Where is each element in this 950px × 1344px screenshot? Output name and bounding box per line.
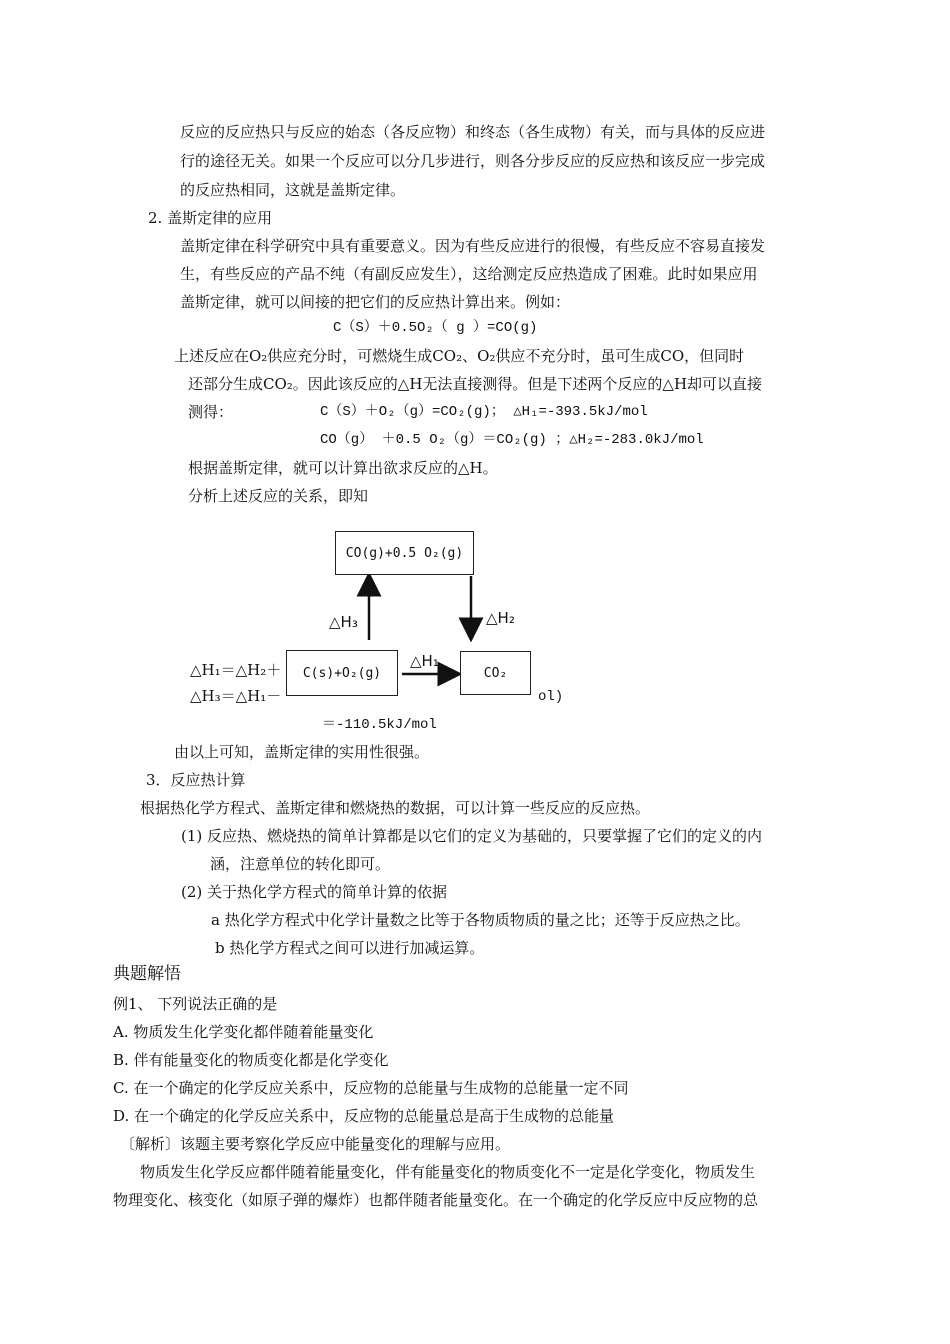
item-1-line: 涵，注意单位的转化即可。 <box>210 855 391 873</box>
paragraph-line: 根据热化学方程式、盖斯定律和燃烧热的数据，可以计算一些反应的反应热。 <box>140 799 651 817</box>
calc-line-2: △H₃＝△H₁－ <box>190 687 282 705</box>
analysis-line: 物理变化、核变化（如原子弹的爆炸）也都伴随者能量变化。在一个确定的化学反应中反应物的总 <box>113 1191 759 1209</box>
paragraph-line: 盖斯定律在科学研究中具有重要意义。因为有些反应进行的很慢，有些反应不容易直接发 <box>180 237 766 255</box>
option-c: C. 在一个确定的化学反应关系中，反应物的总能量与生成物的总能量一定不同 <box>113 1079 629 1097</box>
paragraph-line: 的反应热相同，这就是盖斯定律。 <box>180 181 406 199</box>
label-dh2: △H₂ <box>486 609 515 627</box>
item-2-a: a 热化学方程式中化学计量数之比等于各物质物质的量之比；还等于反应热之比。 <box>211 911 750 929</box>
option-a: A. 物质发生化学变化都伴随着能量变化 <box>113 1023 374 1041</box>
label-dh1: △H₁ <box>410 652 439 670</box>
section-heading: 典题解悟 <box>113 964 181 984</box>
analysis-line: 物质发生化学反应都伴随着能量变化，伴有能量变化的物质变化不一定是化学变化，物质发生 <box>140 1163 756 1181</box>
paragraph-line: 生，有些反应的产品不纯（有副反应发生），这给测定反应热造成了困难。此时如果应用 <box>180 265 758 283</box>
paragraph-line: 根据盖斯定律，就可以计算出欲求反应的△H。 <box>188 459 498 477</box>
paragraph-line: 分析上述反应的关系，即知 <box>188 487 369 505</box>
paragraph-line: 上述反应在O₂供应充分时，可燃烧生成CO₂、O₂供应不充分时，虽可生成CO，但同时 <box>174 347 745 365</box>
paragraph-line: 还部分生成CO₂。因此该反应的△H无法直接测得。但是下述两个反应的△H却可以直接 <box>188 375 763 393</box>
paragraph-line: 行的途径无关。如果一个反应可以分几步进行，则各分步反应的反应热和该反应一步完成 <box>180 152 766 170</box>
box-c-plus-o2: C(s)+O₂(g) <box>286 650 398 696</box>
option-b: B. 伴有能量变化的物质变化都是化学变化 <box>113 1051 389 1069</box>
equation-2: CO（g） ＋0.5 O₂（g）＝CO₂(g) ；△H₂=-283.0kJ/mol <box>320 432 704 448</box>
calc-tail: ol) <box>538 689 564 705</box>
item-2-b: b 热化学方程式之间可以进行加减运算。 <box>215 939 485 957</box>
equation-main: C（S）＋0.5O₂（ g ）=CO(g) <box>333 320 538 336</box>
item-2: (2) 关于热化学方程式的简单计算的依据 <box>181 883 448 901</box>
section-2-title: 2. 盖斯定律的应用 <box>148 209 273 227</box>
box-co-plus-o2: CO(g)+0.5 O₂(g) <box>335 531 474 575</box>
label-dh3: △H₃ <box>329 613 358 631</box>
box-co2: CO₂ <box>460 651 531 695</box>
conclusion: 由以上可知，盖斯定律的实用性很强。 <box>174 743 430 761</box>
measured-label: 测得： <box>188 403 234 421</box>
section-3-title: 3．反应热计算 <box>146 771 246 789</box>
paragraph-line: 盖斯定律，就可以间接的把它们的反应热计算出来。例如： <box>180 293 571 311</box>
paragraph-line: 反应的反应热只与反应的始态（各反应物）和终态（各生成物）有关，而与具体的反应进 <box>180 123 766 141</box>
option-d: D. 在一个确定的化学反应关系中，反应物的总能量总是高于生成物的总能量 <box>113 1107 615 1125</box>
item-1-line: (1) 反应热、燃烧热的简单计算都是以它们的定义为基础的，只要掌握了它们的定义的内 <box>181 827 763 845</box>
equation-1: C（S）＋O₂（g）=CO₂(g)； △H₁=-393.5kJ/mol <box>320 404 648 420</box>
calc-line-1: △H₁＝△H₂＋ <box>190 661 282 679</box>
calc-result: ＝-110.5kJ/mol <box>322 717 437 733</box>
example-title: 例1、 下列说法正确的是 <box>113 995 278 1013</box>
analysis-title: 〔解析〕该题主要考察化学反应中能量变化的理解与应用。 <box>120 1135 511 1153</box>
